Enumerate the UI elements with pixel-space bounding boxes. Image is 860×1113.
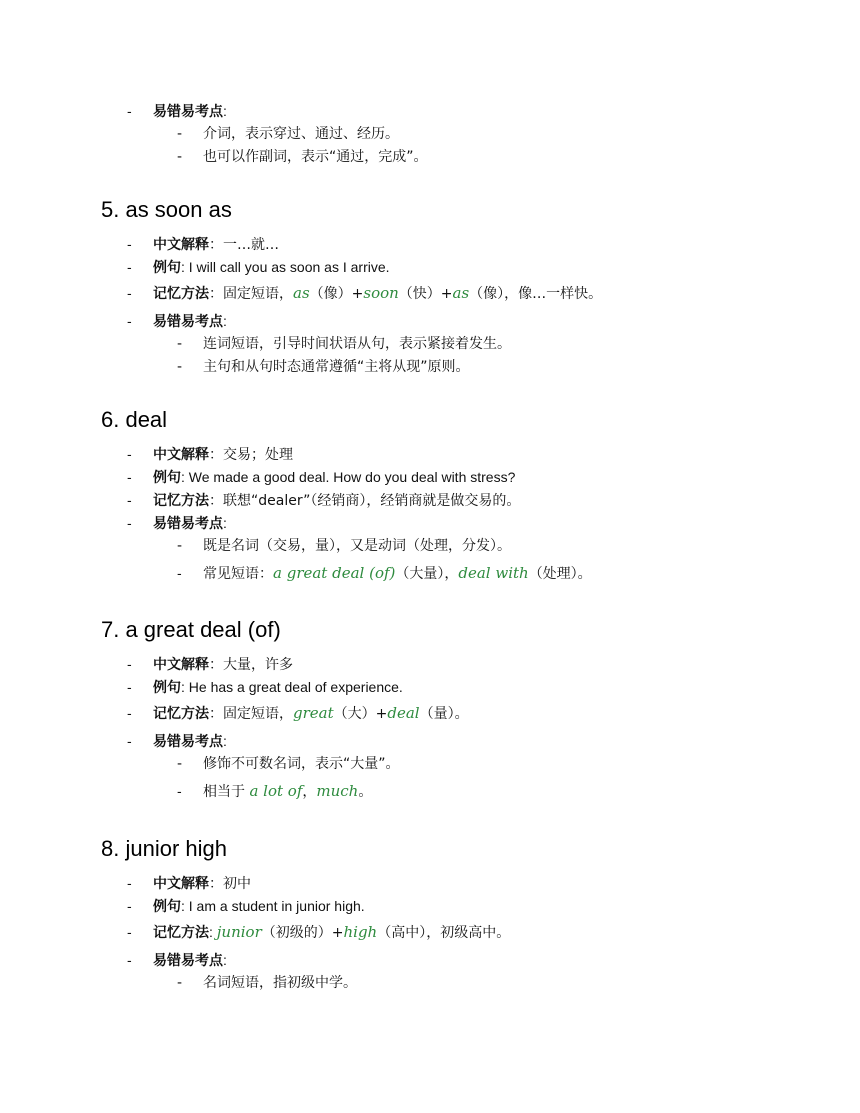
top-note-2-text: 也可以作副词，表示“通过，完成”。: [203, 149, 428, 165]
section-7-title: 7. a great deal (of): [101, 617, 281, 642]
memory-term: soon: [363, 284, 399, 302]
memory-label: 记忆方法: [153, 493, 209, 509]
bullet-dash: -: [127, 705, 132, 721]
memory-text: （像）+: [309, 286, 364, 302]
meaning-label: 中文解释: [153, 447, 209, 463]
point-text: 相当于: [203, 784, 250, 800]
section-8-points: [127, 951, 227, 970]
memory-term: as: [452, 284, 470, 302]
memory-text: ：固定短语，: [209, 706, 293, 722]
memory-text: （快）+: [398, 286, 453, 302]
meaning-text: ：一…就…: [209, 237, 279, 253]
points-colon: :: [223, 733, 227, 749]
points-colon: :: [223, 952, 227, 968]
point-text: 既是名词（交易，量），又是动词（处理，分发）。: [203, 538, 511, 554]
memory-text: （像），像…一样快。: [469, 286, 603, 302]
section-5-title: 5. as soon as: [101, 197, 232, 222]
example-text: : I will call you as soon as I arrive.: [181, 259, 390, 275]
example-text: : We made a good deal. How do you deal with stress?: [181, 469, 516, 485]
point-text: （大量），: [395, 566, 459, 582]
section-7-meaning: [127, 655, 293, 674]
section-8-memory: [127, 923, 510, 942]
phrase-term: a lot of: [249, 782, 303, 800]
bullet-dash: -: [127, 898, 132, 914]
bullet-dash: -: [127, 236, 132, 252]
section-7-memory: [127, 704, 469, 723]
bullet-dash: -: [127, 103, 132, 119]
point-text: 常见短语：: [203, 566, 273, 582]
section-5-points: [127, 312, 227, 331]
bullet-dash: -: [177, 149, 183, 165]
bullet-dash: -: [127, 285, 132, 301]
section-5-example: [127, 258, 390, 277]
section-5-point-1: [177, 335, 511, 353]
bullet-dash: -: [127, 875, 132, 891]
memory-term: deal: [387, 704, 420, 722]
memory-term: as: [293, 284, 310, 302]
memory-label: 记忆方法: [153, 706, 209, 722]
memory-text: ：联想“dealer”（经销商），经销商就是做交易的。: [209, 493, 521, 509]
example-label: 例句: [153, 470, 181, 486]
phrase-term: much: [316, 782, 359, 800]
points-colon: :: [223, 313, 227, 329]
meaning-label: 中文解释: [153, 237, 209, 253]
top-points-item: [127, 102, 227, 121]
points-label: 易错易考点: [153, 734, 223, 750]
section-5-point-2: [177, 358, 470, 376]
bullet-dash: -: [127, 924, 132, 940]
section-6-points: [127, 514, 227, 533]
meaning-label: 中文解释: [153, 657, 209, 673]
bullet-dash: -: [177, 359, 183, 375]
section-7-point-1: [177, 755, 400, 773]
section-7-example: [127, 678, 403, 697]
memory-label: 记忆方法: [153, 925, 209, 941]
section-7-point-2: [177, 782, 372, 801]
top-points-colon: :: [223, 103, 227, 119]
bullet-dash: -: [127, 679, 132, 695]
section-8-title: 8. junior high: [101, 836, 227, 861]
section-7-points: [127, 732, 227, 751]
point-text: ，: [302, 784, 317, 800]
bullet-dash: -: [127, 952, 132, 968]
top-note-1: [177, 125, 399, 143]
point-text: 连词短语，引导时间状语从句，表示紧接着发生。: [203, 336, 511, 352]
top-note-1-text: 介词，表示穿过、通过、经历。: [203, 126, 399, 142]
bullet-dash: -: [127, 446, 132, 462]
memory-text: :: [209, 924, 217, 940]
phrase-term: a great deal (of): [273, 564, 396, 582]
example-text: : I am a student in junior high.: [181, 898, 365, 914]
section-6-point-1: [177, 537, 511, 555]
example-text: : He has a great deal of experience.: [181, 679, 403, 695]
memory-term: great: [293, 704, 334, 722]
section-6-meaning: [127, 445, 293, 464]
bullet-dash: -: [127, 469, 132, 485]
point-text: 修饰不可数名词，表示“大量”。: [203, 756, 400, 772]
example-label: 例句: [153, 260, 181, 276]
bullet-dash: -: [127, 313, 132, 329]
point-text: 。: [358, 784, 373, 800]
bullet-dash: -: [127, 492, 132, 508]
top-note-2: [177, 148, 428, 166]
section-5-meaning: [127, 235, 279, 254]
meaning-text: ：交易；处理: [209, 447, 293, 463]
memory-term: junior: [216, 923, 262, 941]
section-5-memory: [127, 284, 602, 303]
example-label: 例句: [153, 899, 181, 915]
section-8-example: [127, 897, 365, 916]
meaning-label: 中文解释: [153, 876, 209, 892]
bullet-dash: -: [127, 515, 132, 531]
bullet-dash: -: [127, 259, 132, 275]
example-label: 例句: [153, 680, 181, 696]
points-label: 易错易考点: [153, 314, 223, 330]
section-6-point-2: [177, 564, 592, 583]
memory-text: （初级的）+: [261, 925, 344, 941]
memory-term: high: [343, 923, 378, 941]
point-text: （处理）。: [528, 566, 592, 582]
bullet-dash: -: [177, 565, 182, 581]
top-points-label: 易错易考点: [153, 104, 223, 120]
bullet-dash: -: [177, 126, 183, 142]
bullet-dash: -: [177, 783, 182, 799]
memory-text: ：固定短语，: [209, 286, 293, 302]
memory-label: 记忆方法: [153, 286, 209, 302]
section-8-point-1: [177, 974, 357, 992]
point-text: 主句和从句时态通常遵循“主将从现”原则。: [203, 359, 470, 375]
bullet-dash: -: [177, 975, 183, 991]
points-label: 易错易考点: [153, 516, 223, 532]
points-label: 易错易考点: [153, 953, 223, 969]
bullet-dash: -: [127, 656, 132, 672]
section-8-meaning: [127, 874, 251, 893]
section-6-title: 6. deal: [101, 407, 168, 432]
meaning-text: ：初中: [209, 876, 251, 892]
bullet-dash: -: [177, 538, 183, 554]
points-colon: :: [223, 515, 227, 531]
meaning-text: ：大量，许多: [209, 657, 293, 673]
bullet-dash: -: [177, 756, 183, 772]
memory-text: （量）。: [419, 706, 469, 722]
memory-text: （大）+: [333, 706, 388, 722]
bullet-dash: -: [177, 336, 183, 352]
section-6-example: [127, 468, 515, 487]
section-6-memory: [127, 491, 520, 510]
phrase-term: deal with: [458, 564, 529, 582]
memory-text: （高中），初级高中。: [377, 925, 511, 941]
bullet-dash: -: [127, 733, 132, 749]
point-text: 名词短语，指初级中学。: [203, 975, 357, 991]
